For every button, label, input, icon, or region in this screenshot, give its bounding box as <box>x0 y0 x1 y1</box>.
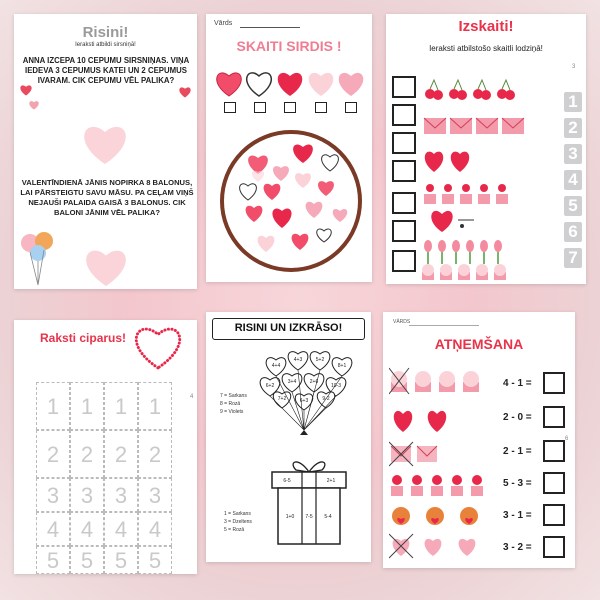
trace-cell[interactable]: 2 <box>36 430 70 478</box>
trace-cell[interactable]: 3 <box>138 478 172 512</box>
legend-item: 9 = Violets <box>220 409 244 415</box>
balloon-label: 9-2 <box>322 396 330 402</box>
count-box[interactable] <box>345 102 357 113</box>
balloon-hearts-drawing <box>256 346 356 436</box>
card1-title: Risini! <box>82 24 129 41</box>
card1-problem2: VALENTĪNDIENĀ JĀNIS NOPIRKA 8 BALONUS, LAI PĀRSTEIGTU SAVU MĀSU. PA CEĻAM VIŅŠ NEJAUŠI PALAIDA GAISĀ 3 BALONUS. CIK BALONI JĀNIM VĒL PALIKA? <box>20 178 194 217</box>
card3-title: Izskaiti! <box>458 18 514 35</box>
gift-label: 1+0 <box>285 514 295 520</box>
balloon-label: 8+1 <box>337 363 347 369</box>
counting-pictures <box>422 74 562 280</box>
answer-box[interactable] <box>392 160 416 182</box>
page-number: 6 <box>565 436 569 442</box>
trace-cell[interactable]: 4 <box>70 512 104 546</box>
trace-cell[interactable]: 2 <box>138 430 172 478</box>
trace-cell[interactable]: 5 <box>36 546 70 574</box>
trace-cell[interactable]: 5 <box>138 546 172 574</box>
heart-icon <box>19 84 33 96</box>
legend-item: 8 = Rozā <box>220 401 241 407</box>
trace-cell[interactable]: 5 <box>70 546 104 574</box>
equation: 3 - 1 = <box>503 510 532 521</box>
trace-cell[interactable]: 4 <box>36 512 70 546</box>
trace-cell[interactable]: 1 <box>36 382 70 430</box>
worksheet-card-risini[interactable] <box>14 14 197 289</box>
gift-label: 7-5 <box>305 514 313 520</box>
page-number: 4 <box>190 394 194 400</box>
trace-cell[interactable]: 4 <box>138 512 172 546</box>
answer-box[interactable] <box>392 132 416 154</box>
answer-box[interactable] <box>543 372 565 394</box>
worksheet-card-atnemsana[interactable] <box>383 312 575 568</box>
balloon-label: 10-3 <box>330 383 342 389</box>
name-line[interactable] <box>240 27 300 28</box>
worksheet-card-raksti-ciparus[interactable] <box>14 320 197 574</box>
card6-title: ATŅEMŠANA <box>434 336 524 352</box>
count-box[interactable] <box>254 102 266 113</box>
worksheet-card-risini-un-izkraso[interactable] <box>206 312 371 562</box>
trace-cell[interactable]: 3 <box>104 478 138 512</box>
trace-cell[interactable]: 5 <box>104 546 138 574</box>
number-tile-2[interactable]: 2 <box>564 118 582 138</box>
answer-box[interactable] <box>543 440 565 462</box>
trace-cell[interactable]: 2 <box>104 430 138 478</box>
answer-box[interactable] <box>392 104 416 126</box>
answer-heart-1[interactable] <box>79 122 131 166</box>
card4-title: Raksti ciparus! <box>40 331 127 345</box>
equation: 2 - 0 = <box>503 412 532 423</box>
trace-cell[interactable]: 3 <box>70 478 104 512</box>
worksheet-card-izskaiti[interactable] <box>386 14 586 284</box>
trace-cell[interactable]: 1 <box>138 382 172 430</box>
subtraction-pictures <box>389 364 493 560</box>
count-box[interactable] <box>284 102 296 113</box>
legend-item: 3 = Dzeltens <box>224 519 252 525</box>
balloon-label: 7+2 <box>277 396 287 402</box>
number-tile-7[interactable]: 7 <box>564 248 582 268</box>
number-tile-6[interactable]: 6 <box>564 222 582 242</box>
heart-icon <box>178 86 192 98</box>
count-box[interactable] <box>224 102 236 113</box>
card3-subtitle: Ieraksti atbilstošo skaitli lodziņā! <box>429 44 543 53</box>
gift-label: 5-4 <box>324 514 332 520</box>
number-tile-5[interactable]: 5 <box>564 196 582 216</box>
legend-item: 7 = Sarkans <box>220 393 247 399</box>
gift-box-drawing <box>268 452 350 548</box>
answer-box[interactable] <box>543 406 565 428</box>
count-box[interactable] <box>315 102 327 113</box>
name-label: VĀRDS <box>393 319 411 325</box>
answer-heart-2[interactable] <box>82 246 130 288</box>
balloon-label: 2+6 <box>309 379 319 385</box>
answer-box[interactable] <box>392 220 416 242</box>
trace-cell[interactable]: 1 <box>70 382 104 430</box>
trace-cell[interactable]: 2 <box>70 430 104 478</box>
worksheet-card-skaiti-sirdis[interactable] <box>206 14 372 282</box>
answer-box[interactable] <box>543 504 565 526</box>
balloon-label: 6+2 <box>265 383 275 389</box>
equation: 4 - 1 = <box>503 378 532 389</box>
equation: 2 - 1 = <box>503 446 532 457</box>
balloon-label: 5+2 <box>315 357 325 363</box>
legend-item: 5 = Rozā <box>224 527 245 533</box>
trace-cell[interactable]: 1 <box>104 382 138 430</box>
hearts-circle <box>218 126 364 276</box>
name-label: Vārds <box>214 20 233 27</box>
answer-box[interactable] <box>543 472 565 494</box>
heart-icon <box>28 100 40 110</box>
page-number: 3 <box>572 64 576 70</box>
gift-label: 2+1 <box>326 478 336 484</box>
card1-problem1: ANNA IZCEPA 10 CEPUMU SIRSNIŅAS. VIŅA IEDEVA 3 CEPUMUS KATEI UN 2 CEPUMUS IVARAM. CIK CEPUMU VĒL PALIKA? <box>22 56 190 86</box>
trace-cell[interactable]: 4 <box>104 512 138 546</box>
answer-box[interactable] <box>392 250 416 272</box>
dotted-heart-icon <box>132 324 184 370</box>
answer-box[interactable] <box>392 192 416 214</box>
balloon-label: 3+4 <box>287 379 297 385</box>
number-tile-4[interactable]: 4 <box>564 170 582 190</box>
card1-subtitle: Ieraksti atbildi sirsniņā! <box>75 42 136 48</box>
card2-title: SKAITI SIRDIS ! <box>236 38 342 54</box>
gift-label: 6-5 <box>283 478 291 484</box>
number-tile-3[interactable]: 3 <box>564 144 582 164</box>
legend-item: 1 = Sarkans <box>224 511 251 517</box>
hearts-row <box>214 68 366 98</box>
balloon-label: 4+4 <box>271 363 281 369</box>
balloon-label: 6+3 <box>299 398 309 404</box>
answer-box[interactable] <box>392 76 416 98</box>
balloon-label: 4+3 <box>293 357 303 363</box>
number-tile-1[interactable]: 1 <box>564 92 582 112</box>
name-line[interactable] <box>409 325 479 326</box>
trace-cell[interactable]: 3 <box>36 478 70 512</box>
equation: 5 - 3 = <box>503 478 532 489</box>
answer-box[interactable] <box>543 536 565 558</box>
card5-title: RISINI UN IZKRĀSO! <box>234 322 343 334</box>
equation: 3 - 2 = <box>503 542 532 553</box>
balloons-icon <box>18 229 58 289</box>
